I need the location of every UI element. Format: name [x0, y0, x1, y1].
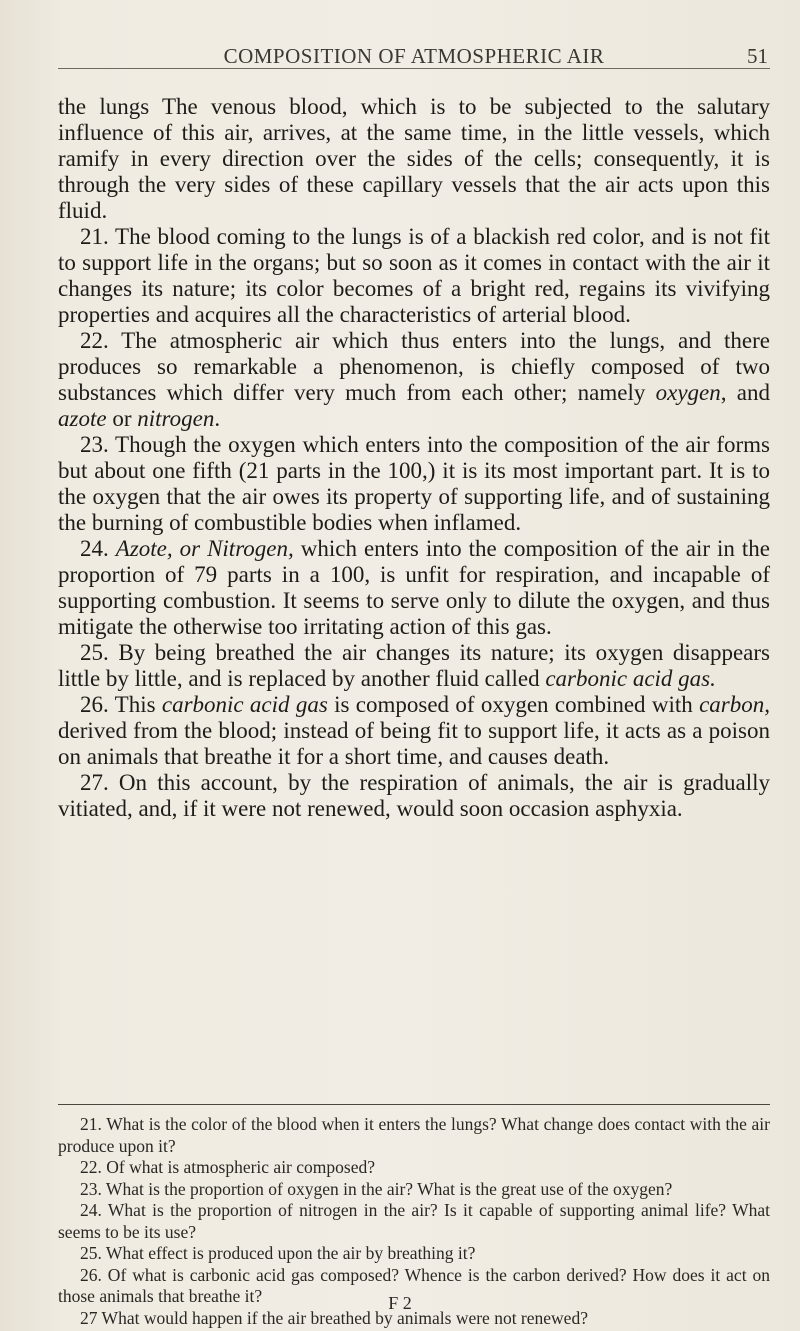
signature-mark: F 2 — [388, 1293, 412, 1313]
question-22: 22. Of what is atmospheric air composed? — [80, 1157, 375, 1177]
running-header — [58, 44, 770, 84]
term-carbon: carbon, — [699, 692, 770, 717]
main-text — [58, 94, 770, 822]
page-number: 51 — [747, 44, 768, 68]
question-21: 21. What is the color of the blood when it enters the lungs? What change does contact with the air produce upon it? — [58, 1114, 770, 1156]
question-27: 27 What would happen if the air breathed by animals were not renewed? — [80, 1307, 588, 1328]
paragraph-26: 26. This carbonic acid gas is composed of oxygen combined with carbon, derived from the blood; instead of being fit to support life, it acts as a poison on animals that breathe it for a short time, and causes death. — [58, 692, 770, 769]
footnote-divider — [58, 1104, 770, 1105]
paragraph-continued: the lungs The venous blood, which is to be subjected to the salutary influence of this air, arrives, at the same time, in the little vessels, which ramify in every direction over the sides of the cells; consequently, it is through the very sides of these capillary vessels that the air acts upon this fluid. — [58, 94, 770, 223]
term-azote-nitrogen: Azote, or Nitrogen, — [115, 536, 294, 561]
paragraph-21: 21. The blood coming to the lungs is of a blackish red color, and is not fit to support life in the organs; but so soon as it comes in contact with the air it changes its nature; its color becomes of a bright red, regains its vivifying properties and acquires all the characteristics of arterial blood. — [58, 224, 770, 327]
paragraph-25: 25. By being breathed the air changes its nature; its oxygen disappears little by little, and is replaced by another fluid called carbonic acid gas. — [58, 640, 770, 691]
question-23: 23. What is the proportion of oxygen in the air? What is the great use of the oxygen? — [80, 1178, 673, 1199]
running-title: COMPOSITION OF ATMOSPHERIC AIR — [223, 44, 605, 68]
paragraph-22: 22. The atmospheric air which thus enters into the lungs, and there produces so remarkable a phenomenon, is chiefly composed of two substances which differ very much from each other; namely oxygen, and azote or nitrogen. — [58, 328, 770, 431]
term-carbonic-acid-gas: carbonic acid gas. — [545, 666, 716, 691]
term-azote: azote — [58, 406, 107, 431]
term-carbonic-acid-gas-2: carbonic acid gas — [161, 692, 328, 717]
question-24: 24. What is the proportion of nitrogen in the air? Is it capable of supporting animal life? What seems to be its use? — [58, 1200, 770, 1242]
paragraph-23: 23. Though the oxygen which enters into the composition of the air forms but about one fifth (21 parts in the 100,) it is its most important part. It is to the oxygen that the air owes its property of supporting life, and of sustaining the burning of combustible bodies when inflamed. — [58, 432, 770, 535]
term-oxygen: oxygen — [655, 380, 721, 405]
paragraph-24: 24. Azote, or Nitrogen, which enters into the composition of the air in the proportion of 79 parts in a 100, is unfit for respiration, and incapable of supporting combustion. It seems to serve only to dilute the oxygen, and thus mitigate the otherwise too irritating action of this gas. — [58, 536, 771, 639]
header-rule — [58, 68, 770, 69]
paragraph-27: 27. On this account, by the respiration of animals, the air is gradually vitiated, and, if it were not renewed, would soon occasion asphyxia. — [58, 770, 770, 821]
term-nitrogen: nitrogen — [137, 406, 215, 431]
question-26: 26. Of what is carbonic acid gas composed? Whence is the carbon derived? How does it act on those animals that breathe it? — [58, 1264, 770, 1306]
question-25: 25. What effect is produced upon the air by breathing it? — [80, 1243, 476, 1263]
